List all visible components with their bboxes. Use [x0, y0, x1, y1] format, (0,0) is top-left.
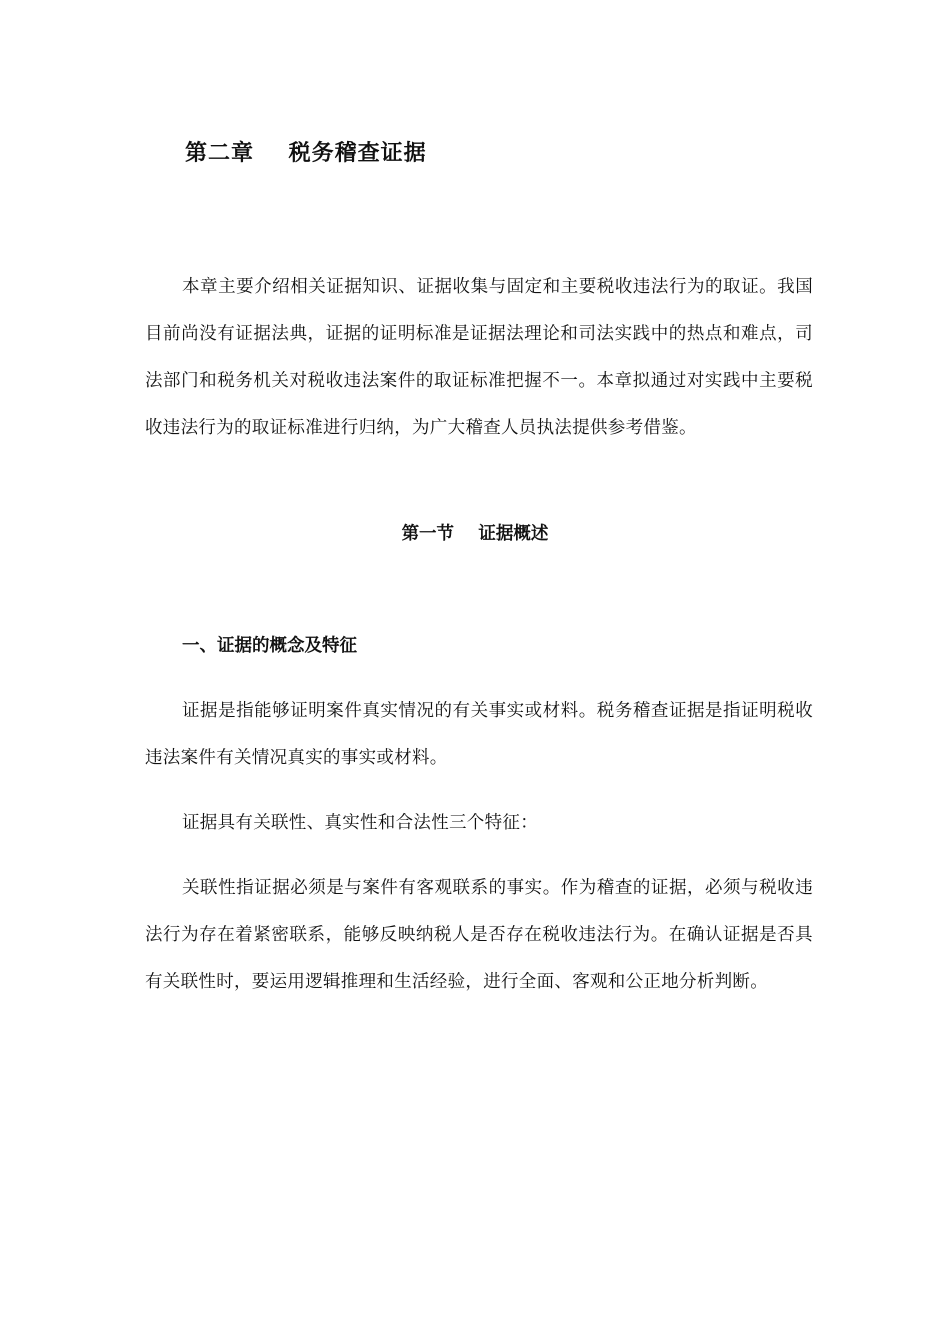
section-title — [0, 520, 950, 545]
body-paragraph: 关联性指证据必须是与案件有客观联系的事实。作为稽查的证据，必须与税收违法行为存在着紧密联系，能够反映纳税人是否存在税收违法行为。在确认证据是否具有关联性时，要运用逻辑推理和生活经验，进行全面、客观和公正地分析判断。 — [145, 878, 813, 992]
chapter-title: 第二章 税务稽查证据 — [185, 140, 427, 166]
body-paragraph: 证据具有关联性、真实性和合法性三个特征： — [182, 813, 538, 833]
body-paragraph: 证据是指能够证明案件真实情况的有关事实或材料。税务稽查证据是指证明税收违法案件有关情况真实的事实或材料。 — [145, 701, 813, 768]
intro-paragraph: 本章主要介绍相关证据知识、证据收集与固定和主要税收违法行为的取证。我国目前尚没有证据法典，证据的证明标准是证据法理论和司法实践中的热点和难点，司法部门和税务机关对税收违法案件的取证标准把握不一。本章拟通过对实践中主要税收违法行为的取证标准进行归纳，为广大稽查人员执法提供参考借鉴。 — [145, 277, 813, 438]
section-title-text: 第一节 证据概述 — [401, 524, 549, 544]
subsection-title: 一、证据的概念及特征 — [182, 636, 357, 656]
